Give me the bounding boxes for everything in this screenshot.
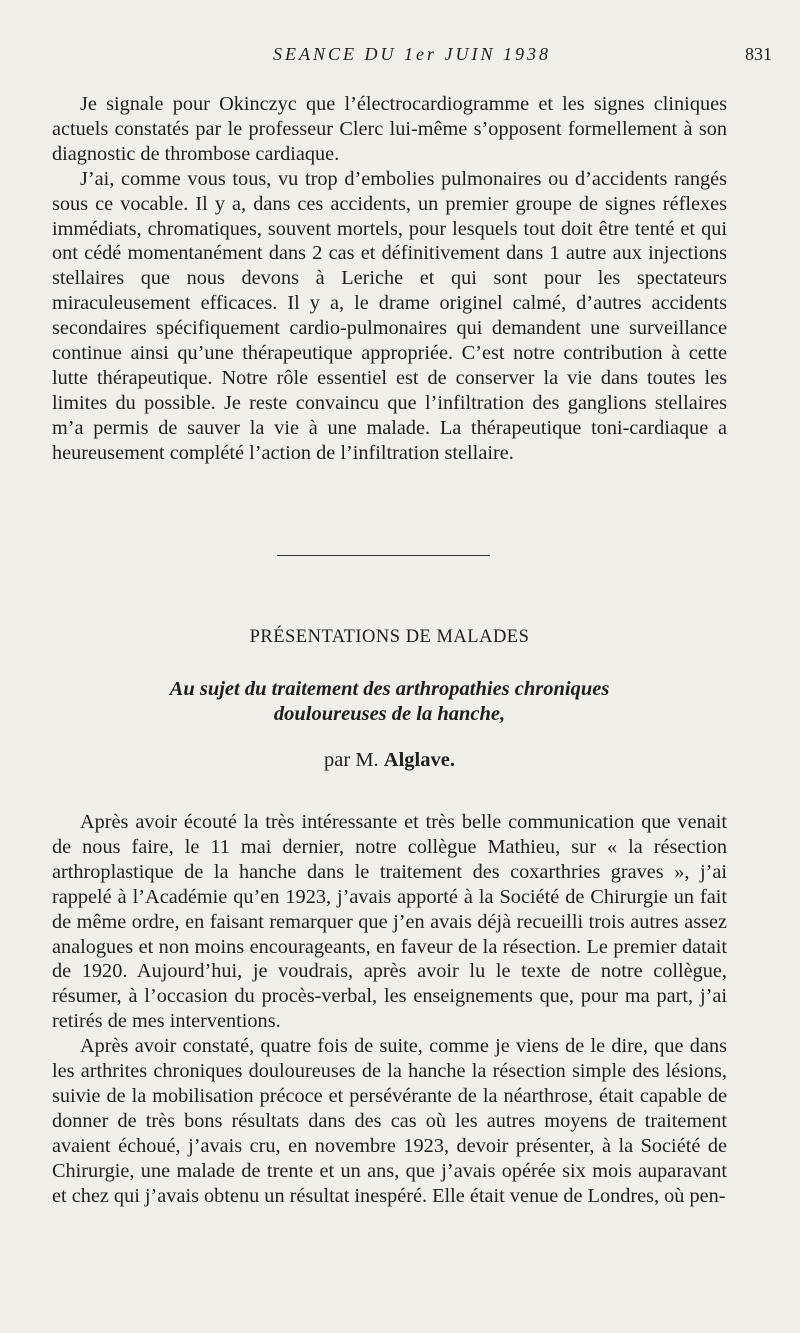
paragraph: Après avoir constaté, quatre fois de suite, comme je viens de le dire, que dans les arthrites chroniques douloureuses de la hanche la résection simple des lésions, suivie de la mobilisation précoce et persévérante de la néarthrose, était capable de donner de très bons résultats dans des cas où les autres moyens de traitement avaient échoué, j’avais cru, en novembre 1923, devoir présenter, à la Société de Chirurgie, une malade de trente et un ans, que j’avais opérée six mois auparavant et chez qui j’avais obtenu un résultat inespéré. Elle était venue de Londres, où pen- bbox=[52, 1035, 727, 1207]
paper-title bbox=[52, 677, 727, 727]
byline bbox=[52, 749, 727, 772]
opening-text-block bbox=[52, 92, 727, 466]
section-divider bbox=[277, 555, 490, 556]
paper-title-line: Au sujet du traitement des arthropathies chroniques bbox=[169, 678, 610, 700]
byline-prefix: par M. bbox=[324, 749, 384, 771]
author-name: Alglave. bbox=[383, 749, 455, 771]
paper-text-block bbox=[52, 810, 727, 1209]
section-heading: PRÉSENTATIONS DE MALADES bbox=[249, 627, 530, 647]
paper-title-line: douloureuses de la hanche, bbox=[273, 703, 506, 725]
running-head-title: SEANCE DU 1er JUIN 1938 bbox=[273, 44, 551, 64]
paragraph: Je signale pour Okinczyc que l’électrocardiogramme et les signes cliniques actuels constatés par le professeur Clerc lui-même s’opposent formellement à son diagnostic de thrombose cardiaque. bbox=[52, 93, 727, 165]
page-number: 831 bbox=[745, 44, 772, 64]
paragraph: Après avoir écouté la très intéressante et très belle communication que venait de nous faire, le 11 mai dernier, notre collègue Mathieu, sur « la résection arthroplastique de la hanche dans le traitement des coxarthries graves », j’ai rappelé à l’Académie qu’en 1923, j’avais apporté à la Société de Chirurgie un fait de même ordre, en faisant remarquer que j’en avais déjà recueilli trois autres assez analogues et non moins encourageants, en faveur de la résection. Le premier datait de 1920. Aujourd’hui, je voudrais, après avoir lu le texte de notre collègue, résumer, à l’occasion du procès-verbal, les enseignements que, pour ma part, j’ai retirés de mes interventions. bbox=[52, 811, 727, 1033]
paragraph: J’ai, comme vous tous, vu trop d’embolies pulmonaires ou d’accidents rangés sous ce vocable. Il y a, dans ces accidents, un premier groupe de signes réflexes immédiats, chromatiques, souvent mortels, pour lesquels tout doit être tenté et qui ont cédé momentanément dans 2 cas et définitivement dans 1 autre aux injections stellaires que nous devons à Leriche et qui sont pour les spectateurs miraculeusement efficaces. Il y a, le drame originel calmé, d’autres accidents secondaires spécifiquement cardio-pulmonaires qui demandent une surveillance continue ainsi qu’une thérapeutique appropriée. C’est notre contribution à cette lutte thérapeutique. Notre rôle essentiel est de conserver la vie dans toutes les limites du possible. Je reste convaincu que l’infiltration des ganglions stellaires m’a permis de sauver la vie à une malade. La thérapeutique toni-cardiaque a heureusement complété l’action de l’infiltration stellaire. bbox=[52, 167, 727, 464]
running-head bbox=[52, 44, 772, 74]
